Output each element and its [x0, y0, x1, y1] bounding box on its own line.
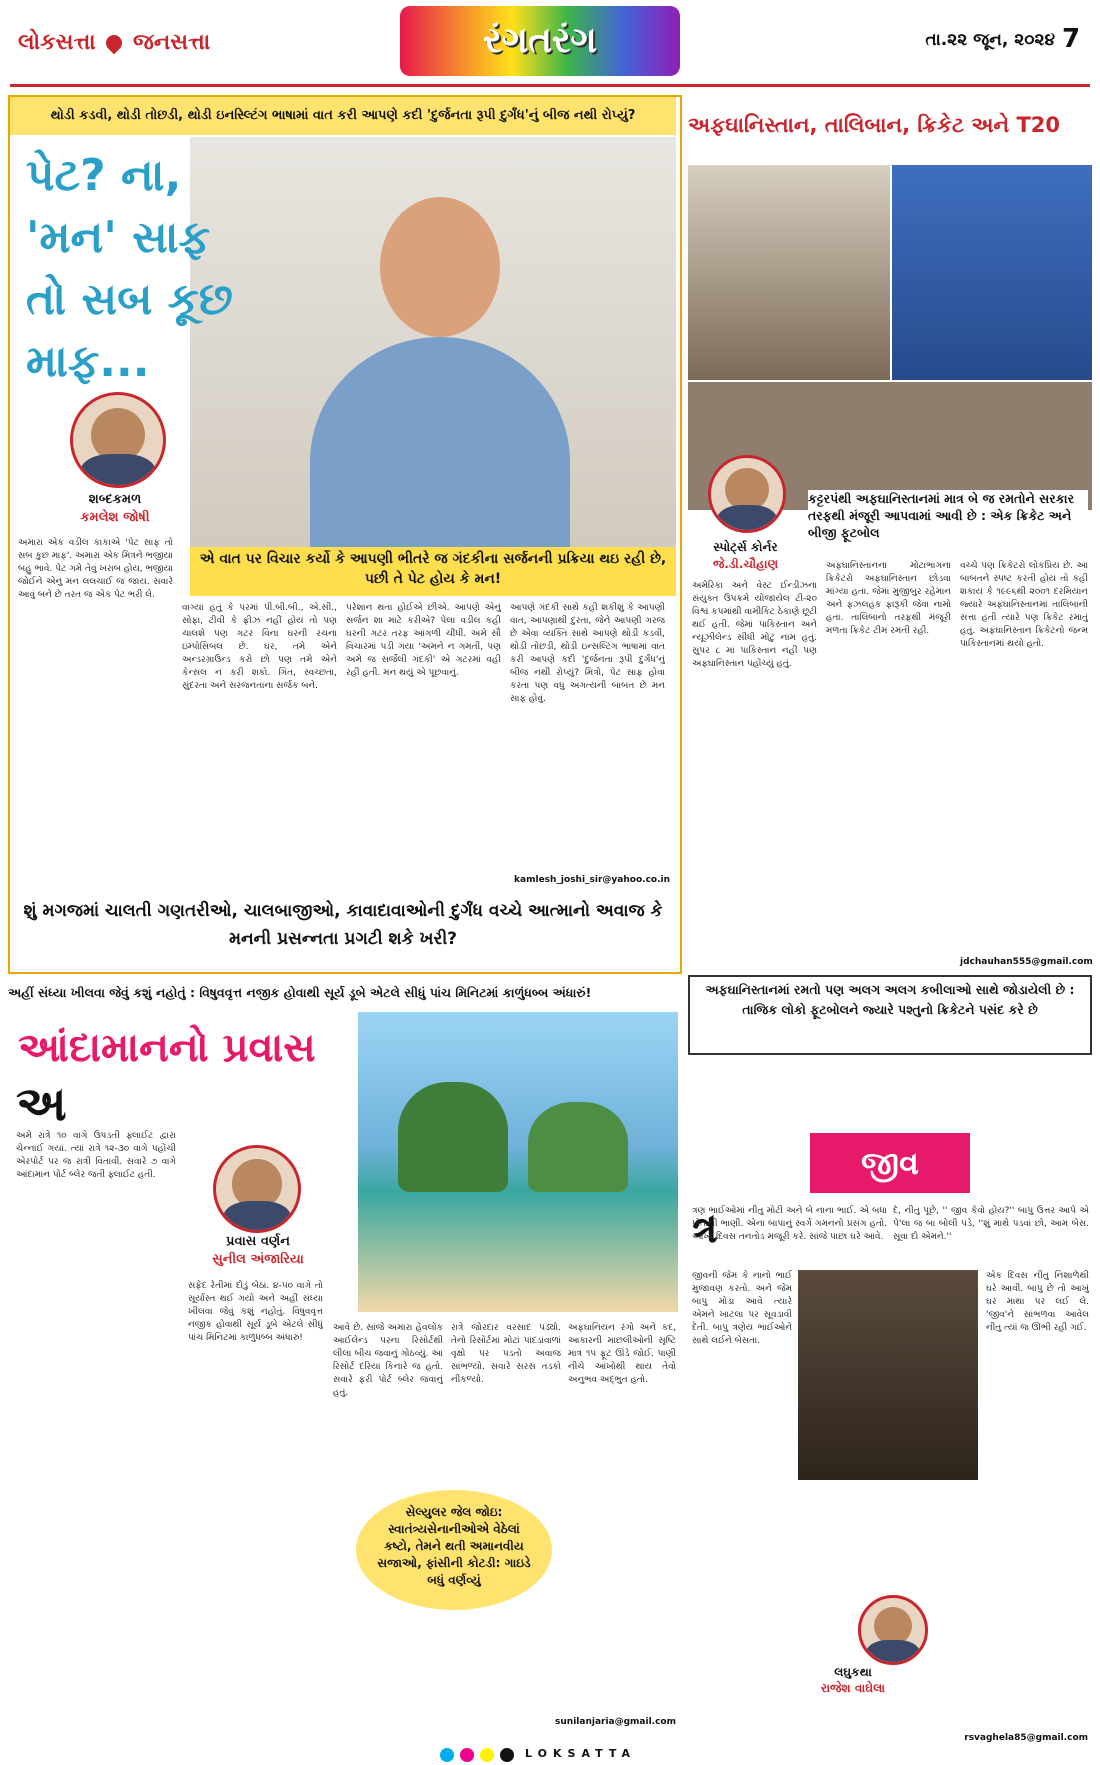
cricket-photo-taliban: [688, 165, 890, 380]
footer-strip: [0, 1745, 1100, 1765]
andaman-body-col-5: અફઘાનિયન રંગો અને કદ, આકારની માછલીઓની સૃષ્ટિ માત્ર ૧૫ ફૂટ ઊંડે જોઈ. પાણી નીચે આંખોથી થાય તેવો અનુભવ અદ્ભુત હતો.: [568, 1323, 676, 1385]
brand-left: લોકસત્તા: [18, 30, 96, 55]
registration-mark: [480, 1748, 494, 1762]
cricket-bottom-banner: અફઘાનિસ્તાનમાં રમતો પણ અલગ અલગ કબીલાઓ સાથે જોડાયેલી છે : તાજિક લોકો ફૂટબોલને જ્યારે પશ્તુનો ક્રિકેટને પસંદ કરે છે: [688, 975, 1092, 1055]
footer-letter: L: [525, 1747, 538, 1760]
cricket-title: અફઘાનિસ્તાન, તાલિબાન, ક્રિકેટ અને T20: [688, 113, 1061, 137]
mind-body-col-4: આપણે ગંદકી સાથે કહી શકીશું કે આપણી વાત, આપણાથી દુરતા, જેને આપણી ગરજ છે એવા વ્યક્તિ સાથે આપણે થોડી કડવી, થોડી તોછડી, થોડી ઇન્સલ્ટિંગ ભાષામાં વાત કરી આપણે કદી 'દુર્જનતા રૂપી દુર્ગંધ'નું બીજ નથી રોપ્યું? મિત્રો, પેટ સાફ હોવા કરતા પણ વધુ અગત્યની બાબત છે મન સાફ હોવું.: [510, 603, 665, 704]
registration-mark: [500, 1748, 514, 1762]
andaman-author: સુનીલ અંજારિયા: [212, 1252, 304, 1267]
jiv-author-photo: [858, 1595, 928, 1665]
footer-letter: S: [567, 1747, 582, 1760]
andaman-author-photo: [213, 1145, 301, 1233]
mind-photo: [190, 137, 676, 587]
mind-email: kamlesh_joshi_sir@yahoo.co.in: [514, 875, 670, 885]
andaman-title: આંદામાનનો પ્રવાસ: [18, 1025, 316, 1071]
footer-letter: O: [537, 1747, 553, 1760]
jiv-body-col-1: ત્રણ ભાઈઓમાં નીતુ મોટી અને બે નાના ભાઈ. એ બધા પોતાની ભાણી. એના બાપાનું સ્વર્ગ ગમનનો પ્રસંગ હતો. આખો દિવસ તનતોડ મજૂરી કરે. સાંજે પાછા ઘરે આવે.: [692, 1206, 887, 1242]
andaman-column-name: પ્રવાસ વર્ણન: [226, 1234, 290, 1249]
mind-column-name: શબ્દકમળ: [88, 492, 142, 507]
cricket-email: jdchauhan555@gmail.com: [960, 957, 1093, 967]
footer-letter: K: [552, 1747, 568, 1760]
cricket-author: જે.ડી.ચૌહાણ: [712, 557, 779, 571]
cricket-body-col-2: અફઘાનિસ્તાનના મોટાભાગના ક્રિકેટરો અફઘાનિસ્તાન છોડવા માંગ્યા હતા. જેમાં મુજીબુર રહેમાન અને ફઝલહક ફારૂકી જેવા નામો હતા. તાલિબાનો તરફથી મંજૂરી મળતા ક્રિકેટ ટીમ રમતી રહી.: [826, 561, 951, 636]
mind-bottom-question: શું મગજમાં ચાલતી ગણતરીઓ, ચાલબાજીઓ, કાવાદાવાઓની દુર્ગંધ વચ્ચે આત્માનો અવાજ કે મનની પ્રસન્નતા પ્રગટી શકે ખરી?: [23, 901, 663, 949]
mind-kicker: થોડી કડવી, થોડી તોછડી, થોડી ઇનસ્લ્ટિંગ ભાષામાં વાત કરી આપણે કદી 'દુર્જનતા રૂપી દુર્ગંધ'નું બીજ નથી રોપ્યું?: [10, 97, 676, 135]
jiv-title-box: [810, 1133, 970, 1193]
footer-letter: T: [595, 1747, 609, 1760]
mind-author: કમલેશ જોષી: [80, 510, 150, 525]
andaman-dropcap: અ: [16, 1076, 67, 1132]
section-title-banner: [400, 6, 680, 76]
mind-title: પેટ? ના, 'મન' સાફ તો સબ કૂછ માફ...: [26, 150, 233, 387]
brand-logo: [18, 30, 210, 55]
mind-author-photo: [70, 392, 166, 488]
cricket-body-col-3: વચ્ચે પણ ક્રિકેટરો લોકપ્રિય છે. આ બાબતને સ્પષ્ટ કરતી હોય તો કહી શકાય કે ૧૯૯૬થી ૨૦૦૧ દરમિયાન જ્યારે અફઘાનિસ્તાનમાં તાલિબાની સત્તા હતી ત્યારે પણ ક્રિકેટ રમાતું હતું. અફઘાનિસ્તાન ક્રિકેટનો જન્મ પાકિસ્તાનમાં થયો હતો.: [960, 561, 1088, 649]
cricket-author-photo: [708, 455, 786, 533]
masthead-rule: [10, 84, 1090, 87]
jiv-article: [688, 1125, 1092, 1750]
footer-letter: A: [621, 1747, 637, 1760]
jiv-photo: [798, 1270, 978, 1480]
andaman-body-col-1: અમે રાત્રે ૧૦ વાગે ઉપડતી ફ્લાઈટ દ્વારા ચેન્નાઈ ગયાં. ત્યાં રાત્રે ૧૨-૩૦ વાગે પહોંચી એરપોર્ટ પર જ રાત્રી વિતાવી. સવારે ૭ વાગે આંદામાન પોર્ટ બ્લેર જતી ફ્લાઈટ હતી.: [16, 1131, 176, 1180]
page-number: 7: [1062, 24, 1081, 54]
andaman-photo-rock-2: [528, 1102, 628, 1192]
jiv-email: rsvaghela85@gmail.com: [964, 1733, 1088, 1743]
registration-mark: [460, 1748, 474, 1762]
mind-body-col-2: વાગ્યા હતું કે પરમાં પી.બી.બી., એ.સી., સોફા, ટીવી કે ફ્રીઝ નહીં હોય તો પણ ચાલશે પણ ગટર વિના ઘરની રચના ઇમ્પોસિબલ છે. ઘર, તમે એને અન્ડરગ્રાઉન્ડ કરો છો પણ તમે એને કેન્સલ ન કરી શકો. ગિત, સ્વચ્છતા, સુંદરતા અને સરજનતાના સર્જક બને.: [182, 603, 337, 691]
jiv-column-name: લઘુકથા: [834, 1665, 872, 1679]
mind-article: [8, 95, 682, 974]
mind-body-col-1: અમારા એક વડીલ કાકાએ 'પેટ સાફ તો સબ કુછ માફ'. અમારા એક મિત્રને ભજીયા બહુ ભાવે. પેટ ગમે તેવું ખરાબ હોય, ભજીયા જોઈને એનું મન લલચાઈ જ જાય. સવારે આવું બને છે તરત જ એક પેટ ભરી લે.: [18, 538, 173, 600]
jiv-body-col-4: એક દિવસ નીતુ નિશાળેથી ઘરે આવી. બાપુ છે તો આખું ઘર માથા પર લઈ લે. 'જીવ'ને સાંભળવા આવેલ નીતુ ત્યાં જ ઊભી રહી ગઈ.: [986, 1271, 1089, 1333]
footer-letter: T: [608, 1747, 622, 1760]
jiv-author: રાજેશ વાઘેલા: [820, 1681, 886, 1695]
andaman-body-col-2: સફેદ રેતીમાં દોડું બેઠાં. ૪-૫૦ વાગે તો સૂર્યાસ્ત થઈ ગયો અને અહીં સંધ્યા ખીલવા જેવું કશું નહોતું. વિષુવવૃત્ત નજીક હોવાથી સૂર્ય ડૂબે એટલે સીધું પાંચ મિનિટમાં કાળુંધબ્બ અંધારું!: [188, 1281, 323, 1343]
andaman-email: sunilanjaria@gmail.com: [555, 1717, 676, 1727]
cricket-photo-players: [892, 165, 1092, 380]
jiv-body-col-3: જીવની જેમ કે નાનો ભાઈ મુજાવણ કરતો. અને જેમ બાપુ મોડા આવે ત્યારે એમને ખાટલા પર સૂવડાવી દેતી. બાપુ ત્રણેય ભાઈઓને સાથે લઈને બેસતા.: [692, 1271, 792, 1346]
mind-photo-person: [380, 197, 500, 337]
page-date: તા.૨૨ જૂન, ૨૦૨૪: [925, 30, 1055, 50]
cricket-article: [688, 95, 1092, 1115]
cricket-subhead: કટ્ટરપંથી અફઘાનિસ્તાનમાં માત્ર બે જ રમતોને સરકાર તરફથી મંજૂરી આપવામાં આવી છે : એક ક્રિકેટ અને બીજી ફૂટબોલ: [808, 490, 1088, 550]
jiv-body-col-2: દે, નીતુ પૂછે, '' જીવ કેવો હોય?'' બાપુ ઉત્તર આપે એ પે'લા જ બા બોલી પડે, ''શું માથે પડવાં છો, આમ બેસ. સૂવા દો એમને.'': [893, 1206, 1089, 1242]
andaman-body-col-3: આવે છે. સાંજે અમારા હેવલોક આઈલેન્ડ પરના રિસોર્ટથી લીલા બીચ જવાનું ગોઠવ્યું. આ રિસોર્ટ દરિયા કિનારે જ હતો. સવારે ફરી પોર્ટ બ્લેર જવાનું હતું.: [333, 1323, 443, 1398]
footer-letters: [525, 1747, 636, 1760]
andaman-article: [8, 980, 678, 1750]
jiv-title: જીવ: [861, 1143, 919, 1182]
brand-right: જનસત્તા: [133, 30, 211, 55]
registration-mark: [440, 1748, 454, 1762]
masthead: [0, 0, 1100, 80]
andaman-photo-rock: [398, 1082, 508, 1192]
andaman-body-col-4: રાત્રે જોરદાર વરસાદ પડ્યો. તેનો રિસોર્ટમાં મોટાં પાંદડાંવાળાં વૃક્ષો પર પડતો અવાજ સાંભળ્યો. સવારે સરસ તડકો નીકળ્યો.: [451, 1323, 561, 1385]
cricket-body-col-1: અમેરિકા અને વેસ્ટ ઈન્ડીઝના સંયુક્ત ઉપક્રમે યોજાયેલ ટી-૨૦ વિશ્વ કપમાંથી વામીકિટ ઠેકાણે છૂટી થઈ હતી. જેમાં પાકિસ્તાન અને ન્યૂઝીલેન્ડ સીધી મોટું નામ હતું. સુપર ૮ માં પાકિસ્તાન નહીં પણ અફઘાનિસ્તાન પહોંચ્યું હતું.: [692, 581, 817, 669]
andaman-kicker: અહીં સંધ્યા ખીલવા જેવું કશું નહોતું : વિષુવવૃત્ત નજીક હોવાથી સૂર્ય ડૂબે એટલે સીધું પાંચ મિનિટમાં કાળુંધબ્બ અંધારું!: [8, 985, 592, 1000]
footer-letter: A: [581, 1747, 596, 1760]
mind-highlight: એ વાત પર વિચાર કર્યો કે આપણી ભીતરે જ ગંદકીના સર્જનની પ્રક્રિયા થઇ રહી છે, પછી તે પેટ હોય કે મન!: [190, 547, 676, 596]
andaman-jail-box: સેલ્યુલર જેલ જોઇ: સ્વાતંત્ર્યસેનાનીઓએ વેઠેલાં કષ્ટો, તેમને થતી અમાનવીય સજાઓ, ફાંસીની કોટડી: ગાઇડે બધું વર્ણવ્યું: [356, 1490, 552, 1610]
cricket-column-name: સ્પોર્ટ્સ કોર્નર: [713, 540, 778, 554]
section-title: રંગતરંગ: [483, 20, 597, 61]
andaman-photo: [358, 1012, 678, 1312]
brand-pin-icon: [103, 32, 126, 55]
mind-body-col-3: પરેશાન થતા હોઈએ છીએ. આપણે એનું સર્જન શા માટે કરીએ? પેલા વડીલ કહી ઘરની ગટર તરફ આંગળી ચીંધી. અમે સૌ વિચારમાં પડી ગયા 'અમને ન ગમતી, પણ અમે જ સર્જેલી ગંદકી' એ ગટરમાં વહી રહી હતી. મન થયું એ પૂછવાનું.: [346, 603, 501, 678]
jiv-dropcap: ત્ર: [692, 1203, 718, 1252]
